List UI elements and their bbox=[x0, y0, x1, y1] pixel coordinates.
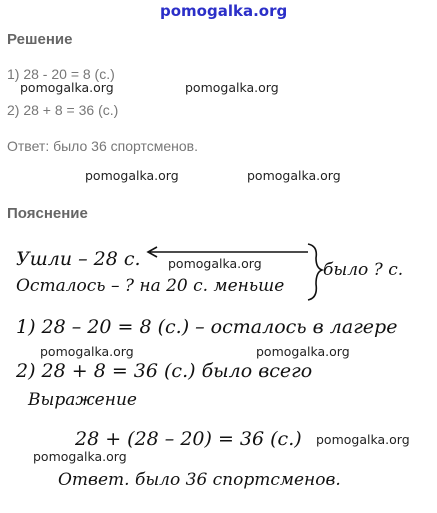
hw-left-line-1: Ушли – 28 с. bbox=[16, 248, 141, 270]
watermark: pomogalka.org bbox=[256, 344, 350, 359]
hw-brace-label: было ? с. bbox=[323, 260, 404, 280]
watermark: pomogalka.org bbox=[247, 168, 341, 183]
watermark: pomogalka.org bbox=[40, 344, 134, 359]
hw-left-line-2: Осталось – ? на 20 с. меньше bbox=[16, 276, 285, 296]
watermark: pomogalka.org bbox=[316, 432, 410, 447]
hw-expression: 28 + (28 – 20) = 36 (с.) bbox=[75, 428, 302, 450]
solution-heading: Решение bbox=[7, 31, 73, 48]
watermark: pomogalka.org bbox=[168, 256, 262, 271]
watermark: pomogalka.org bbox=[185, 80, 279, 95]
watermark: pomogalka.org bbox=[33, 449, 127, 464]
hw-step-1: 1) 28 – 20 = 8 (с.) – осталось в лагере bbox=[16, 316, 398, 338]
solution-step-2: 2) 28 + 8 = 36 (с.) bbox=[7, 102, 119, 118]
hw-step-2: 2) 28 + 8 = 36 (с.) было всего bbox=[16, 360, 313, 382]
solution-step-1: 1) 28 - 20 = 8 (с.) bbox=[7, 66, 115, 82]
explanation-heading: Пояснение bbox=[7, 205, 88, 222]
hw-answer: Ответ. было 36 спортсменов. bbox=[58, 470, 341, 490]
watermark: pomogalka.org bbox=[85, 168, 179, 183]
solution-answer: Ответ: было 36 спортсменов. bbox=[7, 138, 198, 154]
hw-expression-title: Выражение bbox=[28, 390, 137, 410]
watermark: pomogalka.org bbox=[20, 80, 114, 95]
right-brace bbox=[308, 244, 322, 300]
site-title[interactable]: pomogalka.org bbox=[160, 2, 288, 20]
